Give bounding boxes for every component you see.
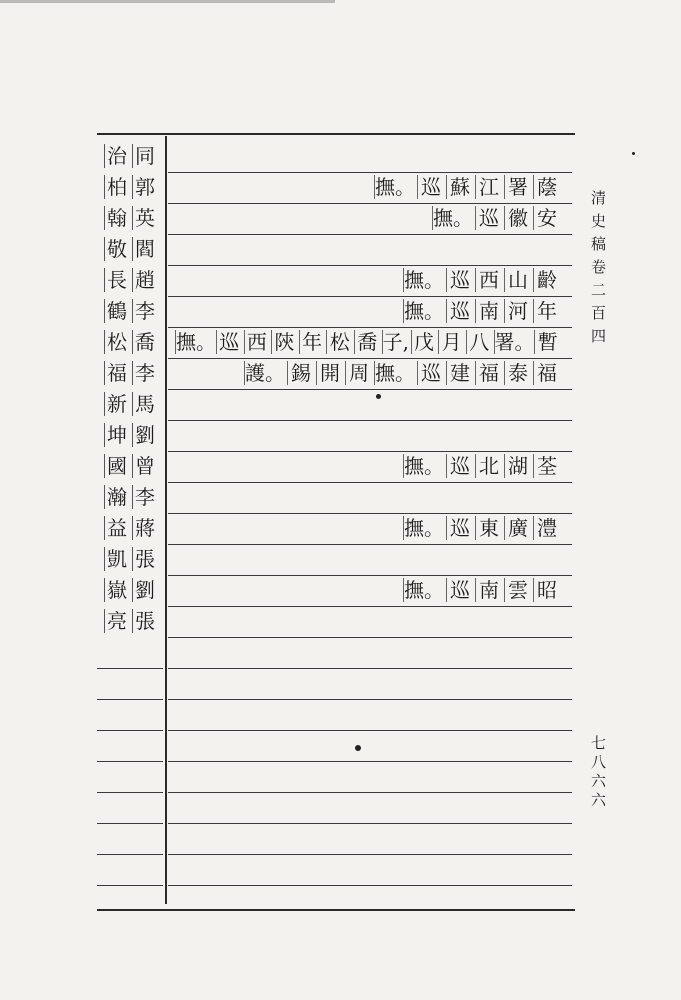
row-rule <box>168 234 572 235</box>
column-divider <box>165 136 167 904</box>
entry-cell <box>175 265 560 295</box>
row-rule <box>168 544 572 545</box>
entry-cell <box>175 513 560 543</box>
volume-title: 清史稿卷二百四 <box>589 190 607 351</box>
entry-char: 昭 <box>533 578 560 602</box>
name-char: 馬 <box>132 392 157 416</box>
row-rule <box>168 420 572 421</box>
name-char: 亮 <box>104 609 129 633</box>
row-rule <box>168 482 572 483</box>
entry-cell <box>175 606 560 636</box>
row-rule <box>97 699 163 700</box>
entry-char: 河 <box>504 299 531 323</box>
entry-char: 署 <box>504 175 531 199</box>
table-bottom-rule <box>97 909 575 911</box>
name-cell <box>100 606 160 636</box>
ink-speck <box>632 152 635 155</box>
entry-char: 蔭 <box>533 175 560 199</box>
entry-cell <box>175 544 560 574</box>
entry-char: 南 <box>475 299 502 323</box>
entry-char: 撫。 <box>375 175 415 199</box>
row-rule <box>168 389 572 390</box>
entry-char: 撫。 <box>404 299 444 323</box>
row-rule <box>168 296 572 297</box>
entry-char: 山 <box>504 268 531 292</box>
name-cell <box>100 296 160 326</box>
entry-char: 巡 <box>216 330 242 354</box>
name-cell <box>100 482 160 512</box>
row-rule <box>97 792 163 793</box>
row-rule <box>168 730 572 731</box>
entry-char: 撫。 <box>375 361 415 385</box>
entry-cell <box>175 296 560 326</box>
name-char: 李 <box>132 361 157 385</box>
entry-cell <box>175 420 560 450</box>
name-char: 松 <box>104 330 129 354</box>
name-char: 李 <box>132 299 157 323</box>
entry-char: 八 <box>466 330 492 354</box>
name-char: 國 <box>104 454 129 478</box>
entry-char: 巡 <box>475 206 502 230</box>
name-cell <box>100 327 160 357</box>
name-char: 鶴 <box>104 299 129 323</box>
name-cell <box>100 265 160 295</box>
entry-cell <box>175 451 560 481</box>
name-char: 郭 <box>132 175 157 199</box>
name-char: 益 <box>104 516 129 540</box>
name-char: 趙 <box>132 268 157 292</box>
row-rule <box>168 327 572 328</box>
row-rule <box>168 854 572 855</box>
name-char: 張 <box>132 609 157 633</box>
entry-char: 南 <box>475 578 502 602</box>
entry-char: 巡 <box>446 578 473 602</box>
entry-char: 撫。 <box>176 330 216 354</box>
row-rule <box>97 823 163 824</box>
entry-cell <box>175 172 560 202</box>
name-char: 福 <box>104 361 129 385</box>
entry-cell <box>175 141 560 171</box>
entry-cell <box>175 234 560 264</box>
entry-char: 巡 <box>446 454 473 478</box>
entry-char: 喬 <box>354 330 380 354</box>
name-char: 曾 <box>132 454 157 478</box>
entry-char: 巡 <box>417 361 444 385</box>
row-rule <box>168 699 572 700</box>
entry-char: 陝 <box>271 330 297 354</box>
entry-char: 西 <box>244 330 270 354</box>
entry-char: 周 <box>345 361 372 385</box>
entry-char: 子, <box>382 330 409 354</box>
name-char: 坤 <box>104 423 129 447</box>
row-rule <box>168 792 572 793</box>
name-char: 長 <box>104 268 129 292</box>
entry-char: 荃 <box>533 454 560 478</box>
name-cell <box>100 544 160 574</box>
entry-char: 松 <box>326 330 352 354</box>
row-rule <box>168 823 572 824</box>
entry-cell <box>175 203 560 233</box>
entry-char: 戊 <box>411 330 437 354</box>
name-char: 喬 <box>132 330 157 354</box>
row-rule <box>168 451 572 452</box>
name-cell <box>100 513 160 543</box>
table-top-rule <box>97 133 575 135</box>
entry-char: 蘇 <box>446 175 473 199</box>
ink-speck <box>376 394 381 399</box>
entry-char: 湖 <box>504 454 531 478</box>
row-rule <box>97 730 163 731</box>
name-char: 同 <box>132 144 157 168</box>
row-rule <box>97 854 163 855</box>
entry-cell <box>175 575 560 605</box>
entry-char: 巡 <box>417 175 444 199</box>
row-rule <box>168 637 572 638</box>
entry-cell <box>175 389 560 419</box>
entry-char: 暫 <box>534 330 560 354</box>
entry-char: 署。 <box>494 330 535 354</box>
entry-char: 年 <box>533 299 560 323</box>
entry-char: 撫。 <box>404 516 444 540</box>
entry-char: 撫。 <box>404 578 444 602</box>
row-rule <box>168 606 572 607</box>
entry-char: 撫。 <box>404 268 444 292</box>
name-char: 凱 <box>104 547 129 571</box>
row-rule <box>168 575 572 576</box>
row-rule <box>168 172 572 173</box>
name-char: 翰 <box>104 206 129 230</box>
row-rule <box>97 668 163 669</box>
entry-char: 西 <box>475 268 502 292</box>
name-char: 治 <box>104 144 129 168</box>
name-cell <box>100 389 160 419</box>
entry-char: 巡 <box>446 268 473 292</box>
entry-char: 錫 <box>287 361 314 385</box>
entry-char: 福 <box>475 361 502 385</box>
row-rule <box>168 203 572 204</box>
entry-char: 雲 <box>504 578 531 602</box>
name-cell <box>100 141 160 171</box>
entry-char: 東 <box>475 516 502 540</box>
entry-cell <box>175 327 560 357</box>
ink-speck <box>355 745 361 751</box>
name-char: 張 <box>132 547 157 571</box>
name-cell <box>100 420 160 450</box>
row-rule <box>168 358 572 359</box>
name-char: 閻 <box>132 237 157 261</box>
name-char: 新 <box>104 392 129 416</box>
row-rule <box>97 885 163 886</box>
entry-char: 撫。 <box>404 454 444 478</box>
entry-char: 巡 <box>446 299 473 323</box>
entry-char: 年 <box>299 330 325 354</box>
name-char: 劉 <box>132 423 157 447</box>
page-number: 七八六六 <box>589 735 607 811</box>
row-rule <box>168 668 572 669</box>
entry-char: 月 <box>438 330 464 354</box>
entry-char: 安 <box>533 206 560 230</box>
name-cell <box>100 358 160 388</box>
entry-char: 廣 <box>504 516 531 540</box>
scan-edge-line <box>0 0 335 3</box>
row-rule <box>168 885 572 886</box>
entry-cell <box>175 358 560 388</box>
entry-cell <box>175 482 560 512</box>
name-char: 李 <box>132 485 157 509</box>
name-char: 瀚 <box>104 485 129 509</box>
name-cell <box>100 451 160 481</box>
row-rule <box>168 761 572 762</box>
entry-char: 開 <box>316 361 343 385</box>
name-char: 英 <box>132 206 157 230</box>
entry-char: 泰 <box>504 361 531 385</box>
entry-char: 北 <box>475 454 502 478</box>
name-cell <box>100 203 160 233</box>
name-char: 嶽 <box>104 578 129 602</box>
name-cell <box>100 172 160 202</box>
name-cell <box>100 575 160 605</box>
name-char: 敬 <box>104 237 129 261</box>
entry-char: 福 <box>533 361 560 385</box>
entry-char: 撫。 <box>433 206 473 230</box>
entry-char: 齡 <box>533 268 560 292</box>
entry-char: 巡 <box>446 516 473 540</box>
entry-char: 江 <box>475 175 502 199</box>
entry-char: 護。 <box>245 361 285 385</box>
name-cell <box>100 234 160 264</box>
name-char: 蔣 <box>132 516 157 540</box>
entry-char: 建 <box>446 361 473 385</box>
name-char: 劉 <box>132 578 157 602</box>
name-char: 柏 <box>104 175 129 199</box>
row-rule <box>168 513 572 514</box>
entry-char: 澧 <box>533 516 560 540</box>
row-rule <box>168 265 572 266</box>
entry-char: 徽 <box>504 206 531 230</box>
row-rule <box>97 761 163 762</box>
